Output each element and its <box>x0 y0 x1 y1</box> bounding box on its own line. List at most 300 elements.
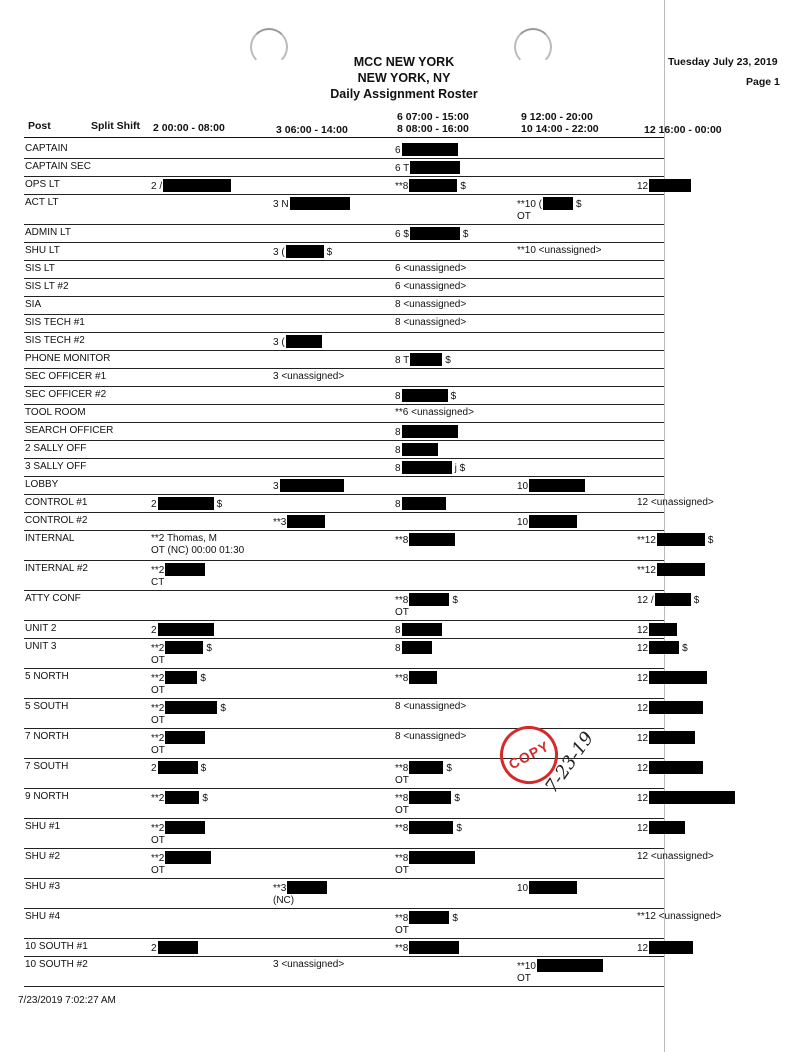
assignment-suffix: $ <box>682 643 688 654</box>
assignment-text: 3 <box>273 481 279 492</box>
assignment-note: OT <box>395 607 409 618</box>
assignment-c2 <box>151 821 205 847</box>
assignment-c6 <box>395 443 438 457</box>
assignment-text: 6 <unassigned> <box>395 263 467 274</box>
assignment-text: 8 <unassigned> <box>395 299 467 310</box>
assignment-text: **8 <box>395 535 409 546</box>
redaction-bar <box>158 941 198 954</box>
assignment-c3 <box>273 245 332 259</box>
row-rule <box>24 620 664 621</box>
header-rule <box>24 137 664 138</box>
assignment-text: **8 <box>395 853 409 864</box>
assignment-text: 12 <box>637 823 649 834</box>
row-rule <box>24 560 664 561</box>
assignment-suffix: $ <box>446 763 452 774</box>
redaction-bar <box>649 701 703 714</box>
redaction-bar <box>543 197 573 210</box>
assignment-c6 <box>395 623 442 637</box>
assignment-c9 <box>517 515 577 529</box>
assignment-note: OT <box>395 865 409 876</box>
assignment-c6 <box>395 761 452 787</box>
assignment-suffix: $ <box>200 763 207 774</box>
assignment-c9 <box>517 959 603 985</box>
assignment-note: OT <box>395 775 409 786</box>
row-rule <box>24 908 664 909</box>
assignment-text: **8 <box>395 763 409 774</box>
assignment-text: 8 <unassigned> <box>395 701 467 712</box>
post-name: CONTROL #1 <box>25 497 88 508</box>
redaction-bar <box>649 179 691 192</box>
assignment-c6 <box>395 497 446 511</box>
redaction-bar <box>529 515 577 528</box>
assignment-note: OT <box>151 745 165 756</box>
col-shift-6: 6 07:00 - 15:00 <box>397 111 469 123</box>
row-rule <box>24 458 664 459</box>
assignment-c12 <box>637 563 705 577</box>
assignment-text: 8 <box>395 463 401 474</box>
row-rule <box>24 224 664 225</box>
assignment-c6 <box>395 353 451 367</box>
assignment-c2 <box>151 761 206 775</box>
post-name: SEC OFFICER #2 <box>25 389 107 400</box>
assignment-c12 <box>637 731 695 745</box>
post-name: 9 NORTH <box>25 791 69 802</box>
assignment-suffix: $ <box>456 823 462 834</box>
post-name: 5 NORTH <box>25 671 69 682</box>
report-date: Tuesday July 23, 2019 <box>668 56 778 68</box>
post-name: 7 NORTH <box>25 731 69 742</box>
assignment-note: OT <box>151 715 165 726</box>
post-name: 3 SALLY OFF <box>25 461 87 472</box>
row-rule <box>24 158 664 159</box>
redaction-bar <box>165 671 197 684</box>
row-rule <box>24 332 664 333</box>
assignment-c6 <box>395 911 458 937</box>
assignment-suffix: $ <box>707 535 714 546</box>
redaction-bar <box>165 791 199 804</box>
post-name: CAPTAIN <box>25 143 68 154</box>
redaction-bar <box>409 593 449 606</box>
assignment-text: 3 N <box>273 199 289 210</box>
assignment-c2 <box>151 563 205 589</box>
post-name: OPS LT <box>25 179 60 190</box>
assignment-c9 <box>517 197 582 223</box>
assignment-c3 <box>273 959 344 971</box>
post-name: 10 SOUTH #2 <box>25 959 88 970</box>
assignment-text: 6 T <box>395 163 410 174</box>
assignment-c2 <box>151 533 244 557</box>
assignment-suffix: $ <box>452 913 458 924</box>
redaction-bar <box>410 227 460 240</box>
assignment-c3 <box>273 371 344 383</box>
scan-line <box>664 0 665 1052</box>
assignment-c6 <box>395 227 468 241</box>
assignment-suffix: $ <box>220 703 226 714</box>
post-name: SIS LT #2 <box>25 281 69 292</box>
redaction-bar <box>165 641 203 654</box>
assignment-c2 <box>151 941 198 955</box>
row-rule <box>24 350 664 351</box>
assignment-suffix: $ <box>326 247 333 258</box>
row-rule <box>24 668 664 669</box>
redaction-bar <box>286 245 324 258</box>
row-rule <box>24 260 664 261</box>
assignment-c9 <box>517 881 577 895</box>
assignment-text: **2 <box>151 823 165 834</box>
assignment-c2 <box>151 791 208 805</box>
assignment-text: **2 <box>151 643 165 654</box>
row-rule <box>24 512 664 513</box>
title-line-1: MCC NEW YORK <box>353 55 455 69</box>
post-name: UNIT 3 <box>25 641 57 652</box>
assignment-suffix: $ <box>454 793 460 804</box>
assignment-c6 <box>395 671 437 685</box>
assignment-text: **2 <box>151 793 165 804</box>
assignment-text: 12 <box>637 943 649 954</box>
assignment-note: OT <box>395 805 409 816</box>
assignment-c12 <box>637 911 722 923</box>
assignment-c12 <box>637 179 691 193</box>
assignment-suffix: $ <box>206 643 212 654</box>
assignment-c6 <box>395 407 474 419</box>
assignment-text: **8 <box>395 823 409 834</box>
post-name: PHONE MONITOR <box>25 353 111 364</box>
assignment-text: 10 <box>517 481 529 492</box>
redaction-bar <box>287 881 327 894</box>
assignment-c12 <box>637 641 688 655</box>
assignment-text: 12 <box>637 703 649 714</box>
assignment-note: (NC) <box>273 895 295 906</box>
post-name: SEC OFFICER #1 <box>25 371 107 382</box>
assignment-text: 8 T <box>395 355 410 366</box>
row-rule <box>24 698 664 699</box>
post-name: SIS LT <box>25 263 55 274</box>
post-name: INTERNAL <box>25 533 75 544</box>
redaction-bar <box>402 641 432 654</box>
assignment-note: OT (NC) 00:00 01:30 <box>151 545 245 556</box>
assignment-text: 10 <box>517 517 529 528</box>
redaction-bar <box>409 791 451 804</box>
assignment-c3 <box>273 479 344 493</box>
row-rule <box>24 638 664 639</box>
col-split: Split Shift <box>91 120 140 132</box>
assignment-c3 <box>273 881 327 907</box>
assignment-text: 8 <box>395 625 401 636</box>
redaction-bar <box>409 533 455 546</box>
col-post: Post <box>28 120 51 132</box>
post-name: 2 SALLY OFF <box>25 443 87 454</box>
row-rule <box>24 176 664 177</box>
redaction-bar <box>655 593 691 606</box>
assignment-c6 <box>395 731 466 743</box>
assignment-text: 3 <unassigned> <box>273 959 345 970</box>
row-rule <box>24 422 664 423</box>
assignment-suffix: $ <box>450 391 457 402</box>
assignment-text: 6 $ <box>395 229 409 240</box>
assignment-text: 2 <box>151 763 157 774</box>
redaction-bar <box>409 179 457 192</box>
assignment-c12 <box>637 941 693 955</box>
assignment-c12 <box>637 851 714 863</box>
assignment-note: OT <box>151 655 165 666</box>
redaction-bar <box>165 563 205 576</box>
redaction-bar <box>158 497 214 510</box>
assignment-text: **10 <box>517 961 536 972</box>
assignment-text: 12 <box>637 673 649 684</box>
assignment-c2 <box>151 671 206 697</box>
assignment-c6 <box>395 161 460 175</box>
redaction-bar <box>409 671 437 684</box>
assignment-text: **2 <box>151 703 165 714</box>
assignment-c2 <box>151 701 226 727</box>
assignment-c6 <box>395 143 458 157</box>
assignment-note: OT <box>517 211 531 222</box>
redaction-bar <box>165 731 205 744</box>
redaction-bar <box>402 425 458 438</box>
redaction-bar <box>649 641 679 654</box>
post-name: SHU #3 <box>25 881 61 892</box>
assignment-text: 8 <box>395 391 401 402</box>
assignment-text: 12 <box>637 643 649 654</box>
post-name: SHU #1 <box>25 821 61 832</box>
assignment-text: **8 <box>395 181 409 192</box>
assignment-c12 <box>637 593 699 607</box>
assignment-suffix: $ <box>200 673 206 684</box>
assignment-text: **8 <box>395 595 409 606</box>
redaction-bar <box>165 851 211 864</box>
assignment-text: 10 <box>517 883 529 894</box>
assignment-c6 <box>395 593 458 619</box>
assignment-c6 <box>395 281 466 293</box>
assignment-c6 <box>395 851 475 877</box>
redaction-bar <box>409 911 449 924</box>
post-name: LOBBY <box>25 479 59 490</box>
assignment-c2 <box>151 179 231 193</box>
row-rule <box>24 938 664 939</box>
assignment-text: **3 <box>273 517 287 528</box>
assignment-note: OT <box>151 835 165 846</box>
assignment-text: **2 <box>151 733 165 744</box>
redaction-bar <box>409 761 443 774</box>
row-rule <box>24 314 664 315</box>
redaction-bar <box>287 515 325 528</box>
assignment-text: 12 <box>637 793 649 804</box>
assignment-text: 6 <box>395 145 401 156</box>
assignment-c3 <box>273 335 322 349</box>
redaction-bar <box>286 335 322 348</box>
assignment-c6 <box>395 941 459 955</box>
handwritten-date: 7-23-19 <box>541 728 599 797</box>
assignment-text: **2 <box>151 853 165 864</box>
assignment-text: 8 <box>395 643 401 654</box>
assignment-c12 <box>637 791 735 805</box>
assignment-c12 <box>637 761 703 775</box>
col-shift-12: 12 16:00 - 00:00 <box>644 124 722 136</box>
redaction-bar <box>158 623 214 636</box>
row-rule <box>24 728 664 729</box>
assignment-text: 8 <unassigned> <box>395 731 467 742</box>
assignment-text: 2 <box>151 625 157 636</box>
row-rule <box>24 296 664 297</box>
row-rule <box>24 368 664 369</box>
assignment-c12 <box>637 623 677 637</box>
redaction-bar <box>649 671 707 684</box>
redaction-bar <box>649 761 703 774</box>
redaction-bar <box>649 791 735 804</box>
row-rule <box>24 494 664 495</box>
col-shift-10: 10 14:00 - 22:00 <box>521 123 599 135</box>
assignment-c9 <box>517 479 585 493</box>
post-name: CONTROL #2 <box>25 515 88 526</box>
row-rule <box>24 848 664 849</box>
assignment-text: 8 <box>395 445 401 456</box>
col-shift-9: 9 12:00 - 20:00 <box>521 111 593 123</box>
assignment-text: **10 ( <box>517 199 543 210</box>
redaction-bar <box>649 731 695 744</box>
assignment-c2 <box>151 731 205 757</box>
row-rule <box>24 530 664 531</box>
assignment-text: **12 <box>637 535 656 546</box>
assignment-text: 12 / <box>637 595 654 606</box>
col-shift-8: 8 08:00 - 16:00 <box>397 123 469 135</box>
assignment-suffix: $ <box>445 355 451 366</box>
redaction-bar <box>649 623 677 636</box>
post-name: SEARCH OFFICER <box>25 425 114 436</box>
assignment-note: OT <box>151 685 165 696</box>
assignment-c2 <box>151 851 211 877</box>
post-name: SHU #2 <box>25 851 61 862</box>
row-rule <box>24 476 664 477</box>
redaction-bar <box>280 479 344 492</box>
assignment-text: **8 <box>395 673 409 684</box>
assignment-text: **12 <box>637 565 656 576</box>
page-number: Page 1 <box>746 76 780 88</box>
redaction-bar <box>402 389 448 402</box>
post-name: ADMIN LT <box>25 227 71 238</box>
post-name: SHU #4 <box>25 911 61 922</box>
redaction-bar <box>410 161 460 174</box>
assignment-c2 <box>151 641 212 667</box>
col-shift-3: 3 06:00 - 14:00 <box>276 124 348 136</box>
assignment-text: **6 <unassigned> <box>395 407 474 418</box>
assignment-c6 <box>395 821 462 835</box>
assignment-text: 8 <box>395 499 401 510</box>
assignment-text: 12 <box>637 625 649 636</box>
assignment-text: 2 / <box>151 181 163 192</box>
assignment-suffix: $ <box>576 199 582 210</box>
assignment-text: 12 <unassigned> <box>637 497 714 508</box>
assignment-c12 <box>637 497 714 509</box>
assignment-c3 <box>273 197 350 211</box>
redaction-bar <box>402 143 458 156</box>
assignment-text: 8 <unassigned> <box>395 317 467 328</box>
post-name: UNIT 2 <box>25 623 57 634</box>
row-rule <box>24 194 664 195</box>
redaction-bar <box>410 353 442 366</box>
assignment-c6 <box>395 701 466 713</box>
row-rule <box>24 278 664 279</box>
assignment-suffix: $ <box>216 499 223 510</box>
redaction-bar <box>529 479 585 492</box>
assignment-note: OT <box>517 973 531 984</box>
redaction-bar <box>537 959 603 972</box>
col-shift-2: 2 00:00 - 08:00 <box>153 122 225 134</box>
assignment-note: OT <box>395 925 409 936</box>
assignment-c6 <box>395 299 466 311</box>
redaction-bar <box>657 533 705 546</box>
row-rule <box>24 986 664 987</box>
redaction-bar <box>402 497 446 510</box>
row-rule <box>24 440 664 441</box>
assignment-c6 <box>395 263 466 275</box>
redaction-bar <box>409 821 453 834</box>
assignment-text: **3 <box>273 883 287 894</box>
row-rule <box>24 404 664 405</box>
assignment-c6 <box>395 533 455 547</box>
redaction-bar <box>165 821 205 834</box>
row-rule <box>24 878 664 879</box>
assignment-c12 <box>637 701 703 715</box>
assignment-c12 <box>637 671 707 685</box>
redaction-bar <box>158 761 198 774</box>
assignment-c2 <box>151 623 214 637</box>
assignment-suffix: $ <box>693 595 700 606</box>
assignment-text: 3 <unassigned> <box>273 371 345 382</box>
assignment-c6 <box>395 791 460 817</box>
assignment-text: 12 <box>637 763 649 774</box>
assignment-text: 3 ( <box>273 247 285 258</box>
assignment-text: **12 <unassigned> <box>637 911 722 922</box>
post-name: ATTY CONF <box>25 593 81 604</box>
redaction-bar <box>529 881 577 894</box>
assignment-note: OT <box>151 865 165 876</box>
redaction-bar <box>402 623 442 636</box>
assignment-text: 6 <unassigned> <box>395 281 467 292</box>
assignment-c6 <box>395 389 456 403</box>
assignment-text: **8 <box>395 913 409 924</box>
row-rule <box>24 242 664 243</box>
assignment-text: **8 <box>395 943 409 954</box>
assignment-text: 12 <box>637 181 649 192</box>
assignment-suffix: $ <box>460 181 466 192</box>
assignment-suffix: $ <box>202 793 208 804</box>
redaction-bar <box>163 179 231 192</box>
assignment-c12 <box>637 821 685 835</box>
assignment-text: 2 <box>151 943 157 954</box>
post-name: 10 SOUTH #1 <box>25 941 88 952</box>
footer-timestamp: 7/23/2019 7:02:27 AM <box>18 995 116 1006</box>
title-line-2: NEW YORK, NY <box>357 71 451 85</box>
assignment-text: **2 <box>151 673 165 684</box>
assignment-c6 <box>395 641 432 655</box>
assignment-c6 <box>395 179 466 193</box>
assignment-text: 2 <box>151 499 157 510</box>
row-rule <box>24 956 664 957</box>
title-line-3: Daily Assignment Roster <box>330 87 478 101</box>
redaction-bar <box>165 701 217 714</box>
assignment-text: 12 <unassigned> <box>637 851 714 862</box>
assignment-text: 12 <box>637 733 649 744</box>
assignment-c6 <box>395 317 466 329</box>
assignment-c3 <box>273 515 325 529</box>
post-name: TOOL ROOM <box>25 407 86 418</box>
post-name: 7 SOUTH <box>25 761 69 772</box>
assignment-text: **2 <box>151 565 165 576</box>
assignment-c2 <box>151 497 222 511</box>
post-name: CAPTAIN SEC <box>25 161 91 172</box>
post-name: SIS TECH #1 <box>25 317 85 328</box>
post-name: SHU LT <box>25 245 60 256</box>
